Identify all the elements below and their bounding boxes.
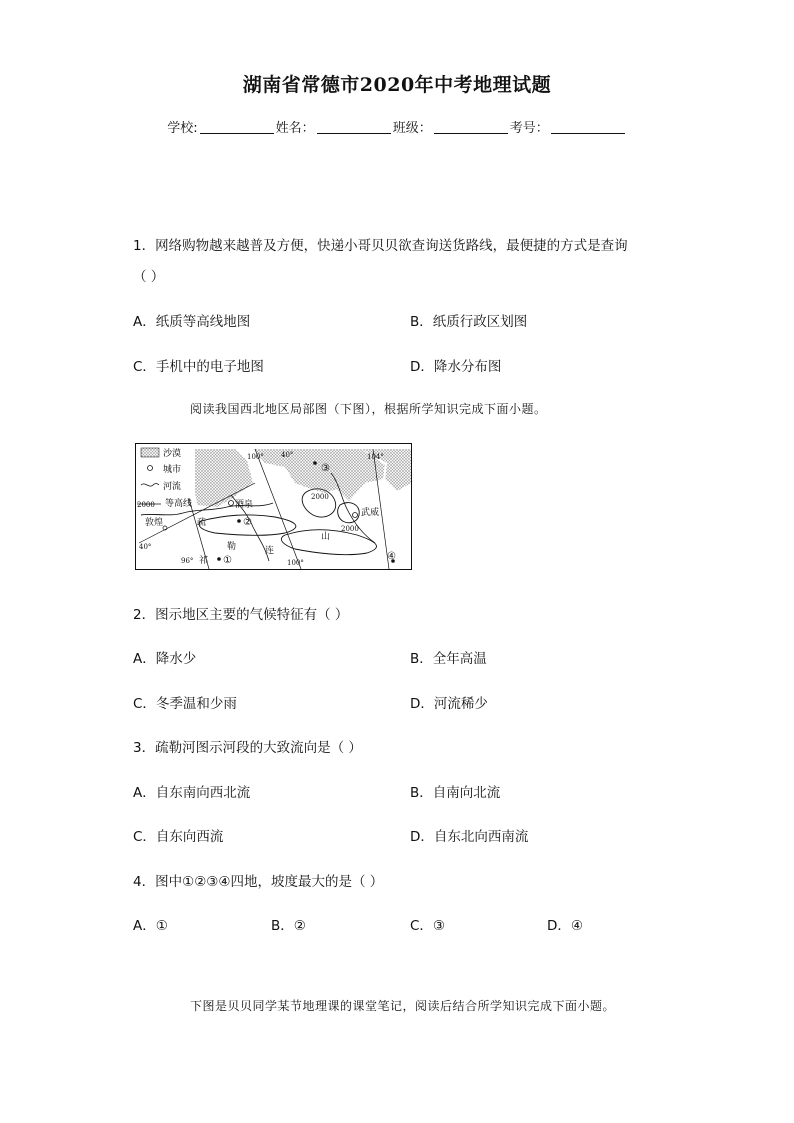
point-2-marker bbox=[237, 519, 241, 523]
q3-option-b[interactable]: B．自南向北流 bbox=[410, 785, 501, 801]
northwest-china-map bbox=[135, 443, 412, 570]
label-shan: 山 bbox=[321, 532, 331, 542]
legend-city-label: 城市 bbox=[163, 465, 182, 475]
student-info-line bbox=[0, 117, 794, 136]
q4-option-c[interactable]: C．③ bbox=[410, 918, 446, 934]
q1-option-a[interactable]: A．纸质等高线地图 bbox=[133, 314, 251, 330]
page-title: 湖南省常德市2020年中考地理试题 bbox=[242, 74, 552, 96]
q3-option-c[interactable]: C．自东向西流 bbox=[133, 829, 224, 845]
legend-desert-swatch bbox=[141, 448, 159, 457]
label-lon96: 96° bbox=[181, 557, 194, 565]
legend-contour-value: 2000 bbox=[137, 501, 155, 509]
exam-no-label: 考号： bbox=[509, 121, 549, 136]
school-label: 学校: bbox=[167, 121, 198, 136]
school-blank[interactable] bbox=[200, 121, 274, 134]
label-lon100-top: 100° bbox=[247, 453, 264, 461]
q1-option-d[interactable]: D．降水分布图 bbox=[410, 359, 502, 375]
q3-option-d[interactable]: D．自东北向西南流 bbox=[410, 829, 529, 845]
q4-option-a[interactable]: A．① bbox=[133, 918, 168, 934]
label-contour-b: 2000 bbox=[341, 525, 359, 533]
legend-desert-label: 沙漠 bbox=[163, 449, 182, 459]
q4-option-d[interactable]: D．④ bbox=[547, 918, 583, 934]
exam-no-blank[interactable] bbox=[551, 121, 625, 134]
intro-notes-passage: 下图是贝贝同学某节地理课的课堂笔记，阅读后结合所学知识完成下面小题。 bbox=[190, 999, 616, 1013]
q3-stem: 3．疏勒河图示河段的大致流向是（ ） bbox=[133, 740, 362, 756]
label-wuwei: 武威 bbox=[361, 508, 380, 518]
label-lon100-bottom: 100° bbox=[287, 559, 304, 567]
q1-option-c[interactable]: C．手机中的电子地图 bbox=[133, 359, 264, 375]
label-contour-a: 2000 bbox=[311, 493, 329, 501]
name-blank[interactable] bbox=[317, 121, 391, 134]
q2-option-b[interactable]: B．全年高温 bbox=[410, 651, 487, 667]
label-dunhuang: 敦煌 bbox=[145, 518, 164, 528]
label-point-1: ① bbox=[223, 555, 232, 566]
q2-option-a[interactable]: A．降水少 bbox=[133, 651, 197, 667]
q1-stem-line2: （ ） bbox=[133, 269, 165, 285]
legend-river-label: 河流 bbox=[163, 482, 182, 492]
q2-option-c[interactable]: C．冬季温和少雨 bbox=[133, 696, 237, 712]
class-label: 班级： bbox=[392, 121, 432, 136]
q1-option-b[interactable]: B．纸质行政区划图 bbox=[410, 314, 528, 330]
legend-contour-label: 等高线 bbox=[165, 499, 193, 509]
q3-option-a[interactable]: A．自东南向西北流 bbox=[133, 785, 251, 801]
label-le: 勒 bbox=[227, 542, 237, 552]
label-point-2: ② bbox=[243, 517, 252, 528]
name-label: 姓名： bbox=[275, 121, 315, 136]
label-lat40-left: 40° bbox=[139, 543, 152, 551]
point-1-marker bbox=[217, 557, 221, 561]
point-3-marker bbox=[313, 461, 317, 465]
class-blank[interactable] bbox=[434, 121, 508, 134]
q4-option-b[interactable]: B．② bbox=[271, 918, 306, 934]
q1-stem-line1: 1．网络购物越来越普及方便，快递小哥贝贝欲查询送货路线，最便捷的方式是查询 bbox=[133, 238, 628, 254]
label-point-4: ④ bbox=[387, 551, 396, 562]
label-jiuquan: 酒泉 bbox=[235, 500, 254, 510]
q2-option-d[interactable]: D．河流稀少 bbox=[410, 696, 488, 712]
label-point-3: ③ bbox=[321, 463, 330, 474]
label-lian: 连 bbox=[265, 546, 275, 556]
intro-map-passage: 阅读我国西北地区局部图（下图），根据所学知识完成下面小题。 bbox=[190, 402, 547, 416]
label-shu: 疏 bbox=[197, 518, 207, 528]
label-qi: 祁 bbox=[199, 556, 209, 566]
q4-stem: 4．图中①②③④四地，坡度最大的是（ ） bbox=[133, 874, 384, 890]
q2-stem: 2．图示地区主要的气候特征有（ ） bbox=[133, 607, 349, 623]
label-lon104: 104° bbox=[367, 453, 384, 461]
label-lat40-top: 40° bbox=[281, 451, 294, 459]
